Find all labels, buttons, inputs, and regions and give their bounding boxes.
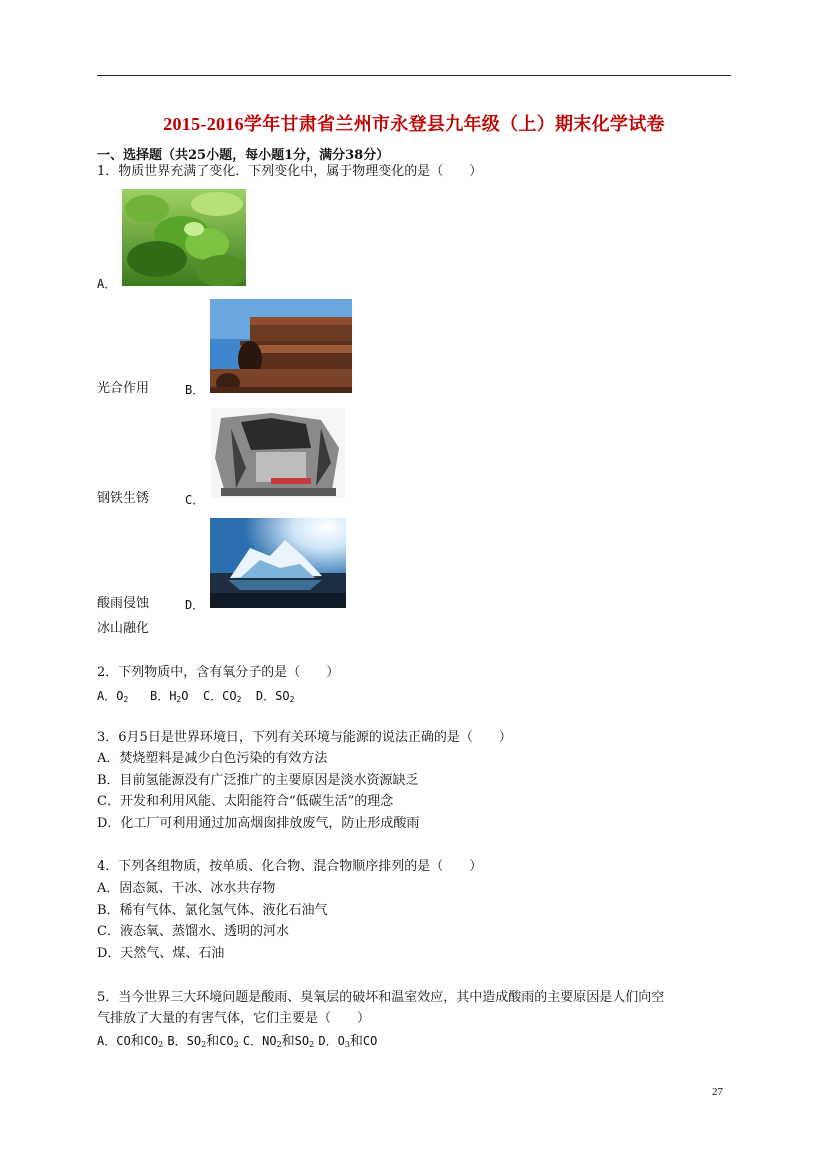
q2-option-c: C．CO xyxy=(202,689,237,703)
eroded-stone-carving-photo xyxy=(211,408,345,498)
iceberg-photo xyxy=(210,518,346,608)
q1-option-d-caption: 冰山融化 xyxy=(97,621,150,636)
clover-leaves-photo xyxy=(122,189,246,286)
q2-option-a: A．O xyxy=(97,689,124,703)
q1-option-c-label: C． xyxy=(185,493,205,507)
q4-option-d: D．天然气、煤、石油 xyxy=(97,946,225,961)
page-number: 27 xyxy=(712,1086,723,1098)
q1-option-b-caption: 钢铁生锈 xyxy=(97,491,150,506)
q4-option-b: B．稀有气体、氯化氢气体、液化石油气 xyxy=(97,903,328,918)
q1-option-d-label: D． xyxy=(185,598,205,612)
q5-stem-line2: 气排放了大量的有害气体，它们主要是（ ） xyxy=(97,1011,371,1026)
q1-option-a-caption: 光合作用 xyxy=(97,381,150,396)
q5-options: A．CO和$CO_2$ B．$SO_2$和$CO_2$ C．$NO_2$和$SO_2$ D．$O_3$和CO xyxy=(97,1034,378,1049)
header-rule xyxy=(97,75,731,76)
rusty-pipes-photo xyxy=(210,299,352,393)
q5-option-a: A．CO xyxy=(97,1034,131,1048)
q5-option-c: C．NO xyxy=(242,1034,277,1048)
q2-options: A．$O_2$ B．$H_2O$ C．$CO_2$ D．$SO_2$ xyxy=(97,689,295,704)
q4-option-a: A．固态氮、干冰、冰水共存物 xyxy=(97,881,276,896)
q1-option-a-label: A． xyxy=(97,277,117,291)
section-heading: 一、选择题（共25小题，每小题1分，满分38分） xyxy=(97,148,390,163)
q3-option-b: B．目前氢能源没有广泛推广的主要原因是淡水资源缺乏 xyxy=(97,773,419,788)
exam-title: 2015-2016学年甘肃省兰州市永登县九年级（上）期末化学试卷 xyxy=(163,114,665,134)
q4-stem: 4．下列各组物质，按单质、化合物、混合物顺序排列的是（ ） xyxy=(97,859,483,874)
q2-stem: 2．下列物质中，含有氧分子的是（ ） xyxy=(97,665,340,680)
q2-option-b: B．H xyxy=(149,689,177,703)
q5-option-b: B．SO xyxy=(167,1034,202,1048)
q1-option-b-label: B． xyxy=(185,383,205,397)
q5-option-d: D．O xyxy=(318,1034,345,1048)
q3-stem: 3．6月5日是世界环境日，下列有关环境与能源的说法正确的是（ ） xyxy=(97,730,512,745)
q3-option-a: A．焚烧塑料是减少白色污染的有效方法 xyxy=(97,751,328,766)
q3-option-c: C．开发和利用风能、太阳能符合“低碳生活”的理念 xyxy=(97,794,394,809)
q1-stem: 1．物质世界充满了变化．下列变化中，属于物理变化的是（ ） xyxy=(97,164,483,179)
q4-option-c: C．液态氧、蒸馏水、透明的河水 xyxy=(97,924,289,939)
q2-option-d: D．SO xyxy=(255,689,290,703)
q3-option-d: D．化工厂可利用通过加高烟囱排放废气，防止形成酸雨 xyxy=(97,816,420,831)
q5-stem-line1: 5．当今世界三大环境问题是酸雨、臭氧层的破坏和温室效应，其中造成酸雨的主要原因是人们向空 xyxy=(97,990,665,1005)
q1-option-c-caption: 酸雨侵蚀 xyxy=(97,596,150,611)
